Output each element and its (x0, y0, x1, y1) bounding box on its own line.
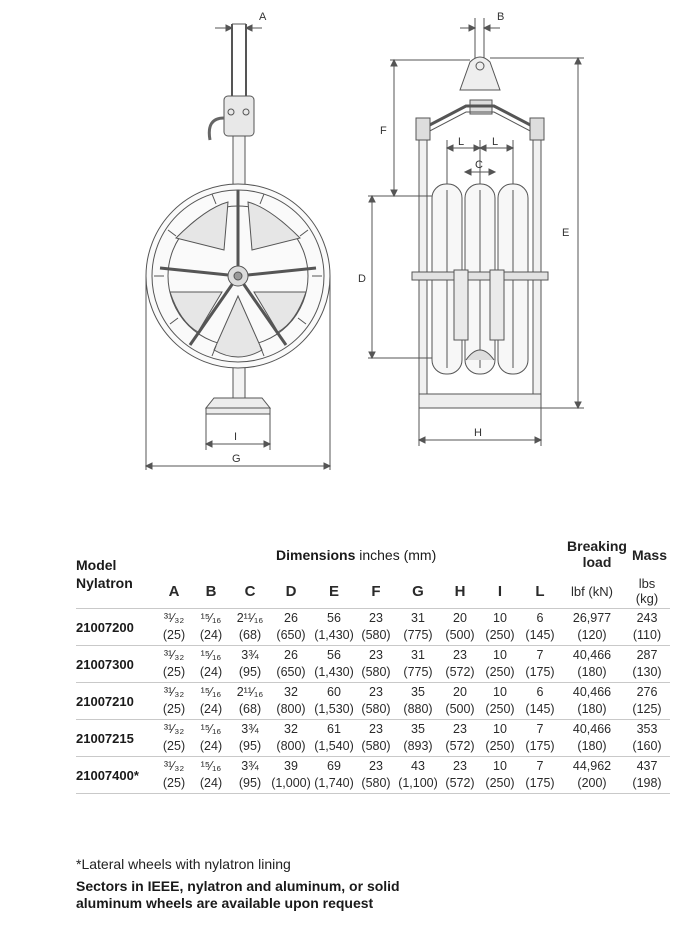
cell-d-mm: (650) (276, 628, 306, 642)
cell-i (480, 646, 520, 683)
cell-h-mm: (572) (445, 665, 475, 679)
cell-c-inches: 3¾ (241, 648, 259, 662)
cell-breaking-inches: 40,466 (572, 722, 612, 736)
cell-c-mm: (68) (238, 702, 262, 716)
front-view (358, 11, 584, 446)
cell-d-inches: 26 (284, 648, 298, 662)
cell-d-mm: (800) (276, 702, 306, 716)
unit-breaking-load: lbf (kN) (560, 574, 624, 609)
cell-l-inches: 7 (536, 648, 544, 662)
cell-g-mm: (880) (403, 702, 433, 716)
cell-l-mm: (145) (525, 702, 555, 716)
cell-breaking (560, 757, 624, 794)
cell-b-mm: (24) (199, 628, 223, 642)
cell-breaking-inches: 40,466 (572, 648, 612, 662)
cell-h (440, 609, 480, 646)
cell-g-mm: (893) (403, 739, 433, 753)
cell-a-inches: ³¹⁄₃₂ (163, 611, 185, 625)
cell-c-mm: (95) (238, 739, 262, 753)
cell-b-mm: (24) (199, 776, 223, 790)
cell-d (270, 683, 312, 720)
cell-breaking (560, 683, 624, 720)
cell-b (192, 609, 230, 646)
table-row (76, 646, 670, 683)
cell-a-mm: (25) (162, 665, 186, 679)
cell-l-mm: (175) (525, 776, 555, 790)
cell-d-inches: 32 (284, 685, 298, 699)
cell-mass-mm: (110) (632, 628, 662, 642)
cell-c-mm: (95) (238, 665, 262, 679)
cell-breaking-mm: (200) (577, 776, 607, 790)
header-dimensions (276, 547, 436, 563)
cell-e (312, 683, 356, 720)
header-model-line2: Nylatron (76, 575, 133, 591)
dim-label-l-left: L (458, 136, 465, 148)
cell-i-inches: 10 (493, 759, 507, 773)
col-header-b: B (192, 574, 230, 609)
cell-e-inches: 69 (327, 759, 341, 773)
cell-g-inches: 35 (411, 722, 425, 736)
cell-i-mm: (250) (485, 628, 515, 642)
column-header-row (76, 574, 670, 609)
cell-f-inches: 23 (369, 722, 383, 736)
table-row (76, 609, 670, 646)
cell-f-inches: 23 (369, 685, 383, 699)
table-row (76, 757, 670, 794)
cell-f-mm: (580) (361, 628, 391, 642)
model-number: 21007400* (76, 757, 156, 794)
cell-i (480, 609, 520, 646)
table-row (76, 683, 670, 720)
cell-g (396, 683, 440, 720)
cell-g-inches: 35 (411, 685, 425, 699)
cell-g (396, 609, 440, 646)
cell-breaking-inches: 26,977 (572, 611, 612, 625)
cell-b-inches: ¹⁵⁄₁₆ (200, 685, 222, 699)
cell-e-mm: (1,740) (314, 776, 354, 790)
cell-f-inches: 23 (369, 759, 383, 773)
cell-d-mm: (650) (276, 665, 306, 679)
note-lateral-wheels: *Lateral wheels with nylatron lining (76, 856, 291, 872)
cell-e (312, 609, 356, 646)
cell-c (230, 683, 270, 720)
cell-l (520, 646, 560, 683)
cell-c (230, 757, 270, 794)
cell-d-mm: (800) (276, 739, 306, 753)
cell-g-mm: (775) (403, 628, 433, 642)
cell-mass-mm: (130) (632, 665, 662, 679)
cell-a-inches: ³¹⁄₃₂ (163, 685, 185, 699)
cell-h-inches: 23 (453, 648, 467, 662)
cell-mass (624, 683, 670, 720)
cell-h (440, 757, 480, 794)
header-breaking-line2: load (582, 554, 612, 570)
cell-b-inches: ¹⁵⁄₁₆ (200, 648, 222, 662)
cell-e-mm: (1,540) (314, 739, 354, 753)
model-number: 21007210 (76, 683, 156, 720)
header-breaking-load (566, 538, 628, 570)
cell-mass-mm: (160) (632, 739, 662, 753)
cell-f-mm: (580) (361, 665, 391, 679)
cell-b-inches: ¹⁵⁄₁₆ (200, 722, 222, 736)
note-sectors-line1: Sectors in IEEE, nylatron and aluminum, or solid (76, 878, 400, 894)
col-header-l: L (520, 574, 560, 609)
model-number: 21007215 (76, 720, 156, 757)
cell-i-mm: (250) (485, 702, 515, 716)
cell-e-inches: 61 (327, 722, 341, 736)
cell-f-inches: 23 (369, 648, 383, 662)
header-dimensions-bold: Dimensions (276, 547, 356, 563)
cell-g-inches: 43 (411, 759, 425, 773)
cell-g-mm: (775) (403, 665, 433, 679)
cell-e (312, 757, 356, 794)
cell-l-mm: (145) (525, 628, 555, 642)
cell-e (312, 646, 356, 683)
cell-a (156, 683, 192, 720)
cell-b (192, 683, 230, 720)
cell-l (520, 683, 560, 720)
cell-g (396, 757, 440, 794)
cell-a (156, 609, 192, 646)
cell-mass-inches: 276 (636, 685, 658, 699)
col-header-a: A (156, 574, 192, 609)
cell-h-inches: 20 (453, 611, 467, 625)
cell-e-mm: (1,430) (314, 665, 354, 679)
cell-c-inches: 3¾ (241, 722, 259, 736)
dim-label-b: B (497, 11, 505, 23)
dim-label-l-right: L (492, 136, 499, 148)
cell-i-mm: (250) (485, 776, 515, 790)
cell-b-mm: (24) (199, 702, 223, 716)
cell-breaking (560, 720, 624, 757)
cell-a-inches: ³¹⁄₃₂ (163, 759, 185, 773)
cell-mass-inches: 437 (636, 759, 658, 773)
cell-a (156, 646, 192, 683)
cell-d (270, 609, 312, 646)
cell-mass (624, 720, 670, 757)
cell-b (192, 757, 230, 794)
cell-a-inches: ³¹⁄₃₂ (163, 648, 185, 662)
cell-l-mm: (175) (525, 665, 555, 679)
col-header-g: G (396, 574, 440, 609)
cell-h-mm: (572) (445, 739, 475, 753)
cell-e (312, 720, 356, 757)
cell-h-inches: 23 (453, 759, 467, 773)
cell-f (356, 757, 396, 794)
dim-label-a: A (259, 11, 267, 23)
cell-g (396, 646, 440, 683)
cell-h-inches: 23 (453, 722, 467, 736)
cell-l (520, 757, 560, 794)
cell-e-inches: 56 (327, 611, 341, 625)
cell-c-inches: 2¹¹⁄₁₆ (236, 685, 264, 699)
cell-mass (624, 757, 670, 794)
cell-b-inches: ¹⁵⁄₁₆ (200, 759, 222, 773)
cell-g-inches: 31 (411, 648, 425, 662)
cell-f (356, 609, 396, 646)
cell-h-mm: (572) (445, 776, 475, 790)
cell-i-inches: 10 (493, 611, 507, 625)
cell-mass-inches: 287 (636, 648, 658, 662)
col-header-h: H (440, 574, 480, 609)
header-dimensions-units: inches (mm) (355, 547, 437, 563)
col-header-i: I (480, 574, 520, 609)
cell-f-mm: (580) (361, 702, 391, 716)
col-header-c: C (230, 574, 270, 609)
cell-breaking (560, 609, 624, 646)
cell-breaking-inches: 40,466 (572, 685, 612, 699)
cell-d-inches: 39 (284, 759, 298, 773)
cell-d (270, 720, 312, 757)
cell-f-mm: (580) (361, 776, 391, 790)
cell-e-mm: (1,530) (314, 702, 354, 716)
unit-mass-lbs: lbs (638, 576, 656, 591)
cell-h (440, 720, 480, 757)
cell-b-inches: ¹⁵⁄₁₆ (200, 611, 222, 625)
cell-f-mm: (580) (361, 739, 391, 753)
cell-f (356, 720, 396, 757)
cell-h (440, 683, 480, 720)
cell-f (356, 646, 396, 683)
header-breaking-line1: Breaking (567, 538, 627, 554)
cell-a-mm: (25) (162, 702, 186, 716)
cell-breaking-mm: (180) (577, 739, 607, 753)
cell-mass-inches: 243 (636, 611, 658, 625)
header-mass: Mass (631, 547, 668, 563)
dim-label-i: I (234, 431, 238, 443)
cell-h-mm: (500) (445, 702, 475, 716)
cell-mass (624, 609, 670, 646)
dim-label-d: D (358, 273, 366, 285)
cell-i-inches: 10 (493, 648, 507, 662)
cell-breaking-mm: (180) (577, 665, 607, 679)
cell-b-mm: (24) (199, 665, 223, 679)
cell-a-inches: ³¹⁄₃₂ (163, 722, 185, 736)
cell-c-mm: (68) (238, 628, 262, 642)
cell-i-inches: 10 (493, 685, 507, 699)
model-number: 21007300 (76, 646, 156, 683)
cell-l-inches: 6 (536, 611, 544, 625)
cell-l (520, 720, 560, 757)
cell-mass (624, 646, 670, 683)
cell-l-mm: (175) (525, 739, 555, 753)
col-header-f: F (356, 574, 396, 609)
cell-b (192, 646, 230, 683)
cell-d-inches: 32 (284, 722, 298, 736)
cell-c (230, 609, 270, 646)
cell-l-inches: 7 (536, 722, 544, 736)
cell-b (192, 720, 230, 757)
cell-breaking (560, 646, 624, 683)
cell-i (480, 683, 520, 720)
side-view (146, 11, 330, 470)
unit-mass (624, 574, 670, 609)
cell-c-inches: 3¾ (241, 759, 259, 773)
cell-d-mm: (1,000) (271, 776, 311, 790)
cell-f (356, 683, 396, 720)
cell-i-mm: (250) (485, 665, 515, 679)
cell-a-mm: (25) (162, 776, 186, 790)
spec-table (76, 574, 670, 794)
cell-i (480, 757, 520, 794)
cell-l (520, 609, 560, 646)
cell-a-mm: (25) (162, 739, 186, 753)
cell-g-inches: 31 (411, 611, 425, 625)
cell-mass-inches: 353 (636, 722, 658, 736)
cell-mass-mm: (125) (632, 702, 662, 716)
model-number: 21007200 (76, 609, 156, 646)
cell-breaking-mm: (120) (577, 628, 607, 642)
unit-mass-kg: (kg) (635, 591, 659, 606)
cell-e-mm: (1,430) (314, 628, 354, 642)
table-row (76, 720, 670, 757)
cell-breaking-mm: (180) (577, 702, 607, 716)
notes-section (76, 856, 636, 912)
dim-label-g: G (232, 453, 241, 465)
cell-mass-mm: (198) (632, 776, 662, 790)
cell-i-inches: 10 (493, 722, 507, 736)
header-model-line1: Model (76, 557, 117, 573)
dim-label-e: E (562, 227, 570, 239)
cell-h-inches: 20 (453, 685, 467, 699)
cell-i-mm: (250) (485, 739, 515, 753)
cell-a (156, 757, 192, 794)
cell-breaking-inches: 44,962 (572, 759, 612, 773)
cell-l-inches: 7 (536, 759, 544, 773)
cell-e-inches: 56 (327, 648, 341, 662)
cell-c (230, 646, 270, 683)
dim-label-c: C (475, 159, 483, 171)
cell-h (440, 646, 480, 683)
note-sectors (76, 878, 636, 912)
cell-d (270, 646, 312, 683)
cell-i (480, 720, 520, 757)
cell-a (156, 720, 192, 757)
cell-e-inches: 60 (327, 685, 341, 699)
col-header-d: D (270, 574, 312, 609)
dim-label-f: F (380, 125, 387, 137)
cell-g (396, 720, 440, 757)
cell-c (230, 720, 270, 757)
cell-d-inches: 26 (284, 611, 298, 625)
cell-c-inches: 2¹¹⁄₁₆ (236, 611, 264, 625)
cell-h-mm: (500) (445, 628, 475, 642)
cell-l-inches: 6 (536, 685, 544, 699)
cell-g-mm: (1,100) (398, 776, 438, 790)
cell-c-mm: (95) (238, 776, 262, 790)
col-header-e: E (312, 574, 356, 609)
cell-f-inches: 23 (369, 611, 383, 625)
cell-d (270, 757, 312, 794)
cell-a-mm: (25) (162, 628, 186, 642)
cell-b-mm: (24) (199, 739, 223, 753)
note-sectors-line2: aluminum wheels are available upon request (76, 895, 374, 911)
dim-label-h: H (474, 427, 482, 439)
